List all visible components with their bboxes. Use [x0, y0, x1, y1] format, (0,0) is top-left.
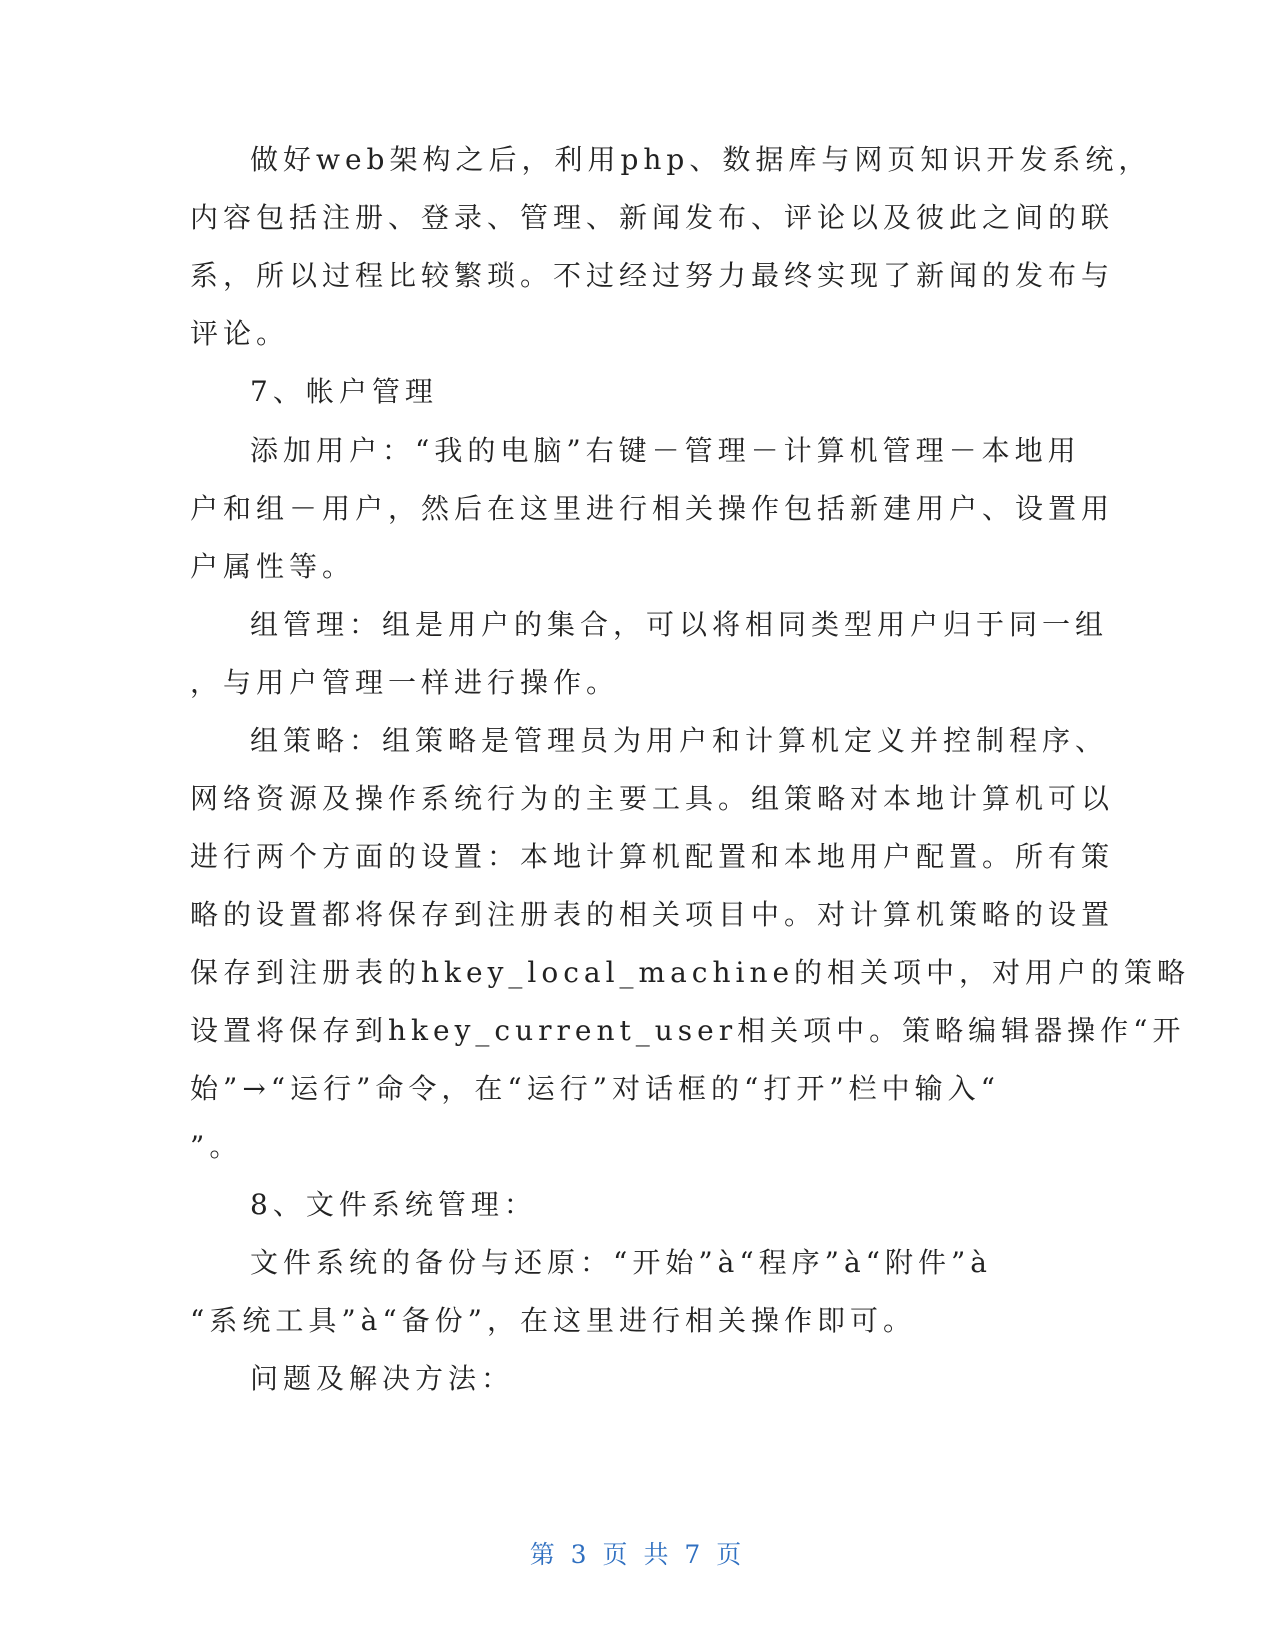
paragraph-line: 户和组－用户，然后在这里进行相关操作包括新建用户、设置用	[190, 492, 1115, 525]
paragraph-line: 评论。	[190, 317, 290, 350]
paragraph-line: 始”→“运行”命令，在“运行”对话框的“打开”栏中输入“	[190, 1072, 1000, 1105]
page-number-footer: 第 3 页 共 7 页	[529, 1540, 746, 1569]
paragraph-line: 组管理：组是用户的集合，可以将相同类型用户归于同一组	[250, 608, 1109, 641]
paragraph-line: 问题及解决方法：	[250, 1362, 515, 1395]
paragraph-line: 文件系统的备份与还原：“开始”à“程序”à“附件”à	[250, 1246, 992, 1279]
paragraph-line: 设置将保存到hkey_current_user相关项中。策略编辑器操作“开	[190, 1014, 1186, 1047]
paragraph-line: ，与用户管理一样进行操作。	[190, 666, 620, 699]
paragraph-line: 略的设置都将保存到注册表的相关项目中。对计算机策略的设置	[190, 898, 1115, 931]
paragraph-line: 进行两个方面的设置：本地计算机配置和本地用户配置。所有策	[190, 840, 1115, 873]
paragraph-line: ”。	[190, 1130, 243, 1163]
paragraph-line: 做好web架构之后，利用php、数据库与网页知识开发系统，	[250, 143, 1152, 176]
paragraph-line: 户属性等。	[190, 550, 356, 583]
paragraph-line: 组策略：组策略是管理员为用户和计算机定义并控制程序、	[250, 724, 1109, 757]
section-heading: 7、帐户管理	[250, 375, 438, 408]
paragraph-line: 保存到注册表的hkey_local_machine的相关项中，对用户的策略	[190, 956, 1191, 989]
paragraph-line: 网络资源及操作系统行为的主要工具。组策略对本地计算机可以	[190, 782, 1115, 815]
paragraph-line: 内容包括注册、登录、管理、新闻发布、评论以及彼此之间的联	[190, 201, 1115, 234]
paragraph-line: 添加用户：“我的电脑”右键－管理－计算机管理－本地用	[250, 434, 1081, 467]
paragraph-line: 系，所以过程比较繁琐。不过经过努力最终实现了新闻的发布与	[190, 259, 1115, 292]
section-heading: 8、文件系统管理：	[250, 1188, 537, 1221]
paragraph-line: “系统工具”à“备份”，在这里进行相关操作即可。	[190, 1304, 916, 1337]
